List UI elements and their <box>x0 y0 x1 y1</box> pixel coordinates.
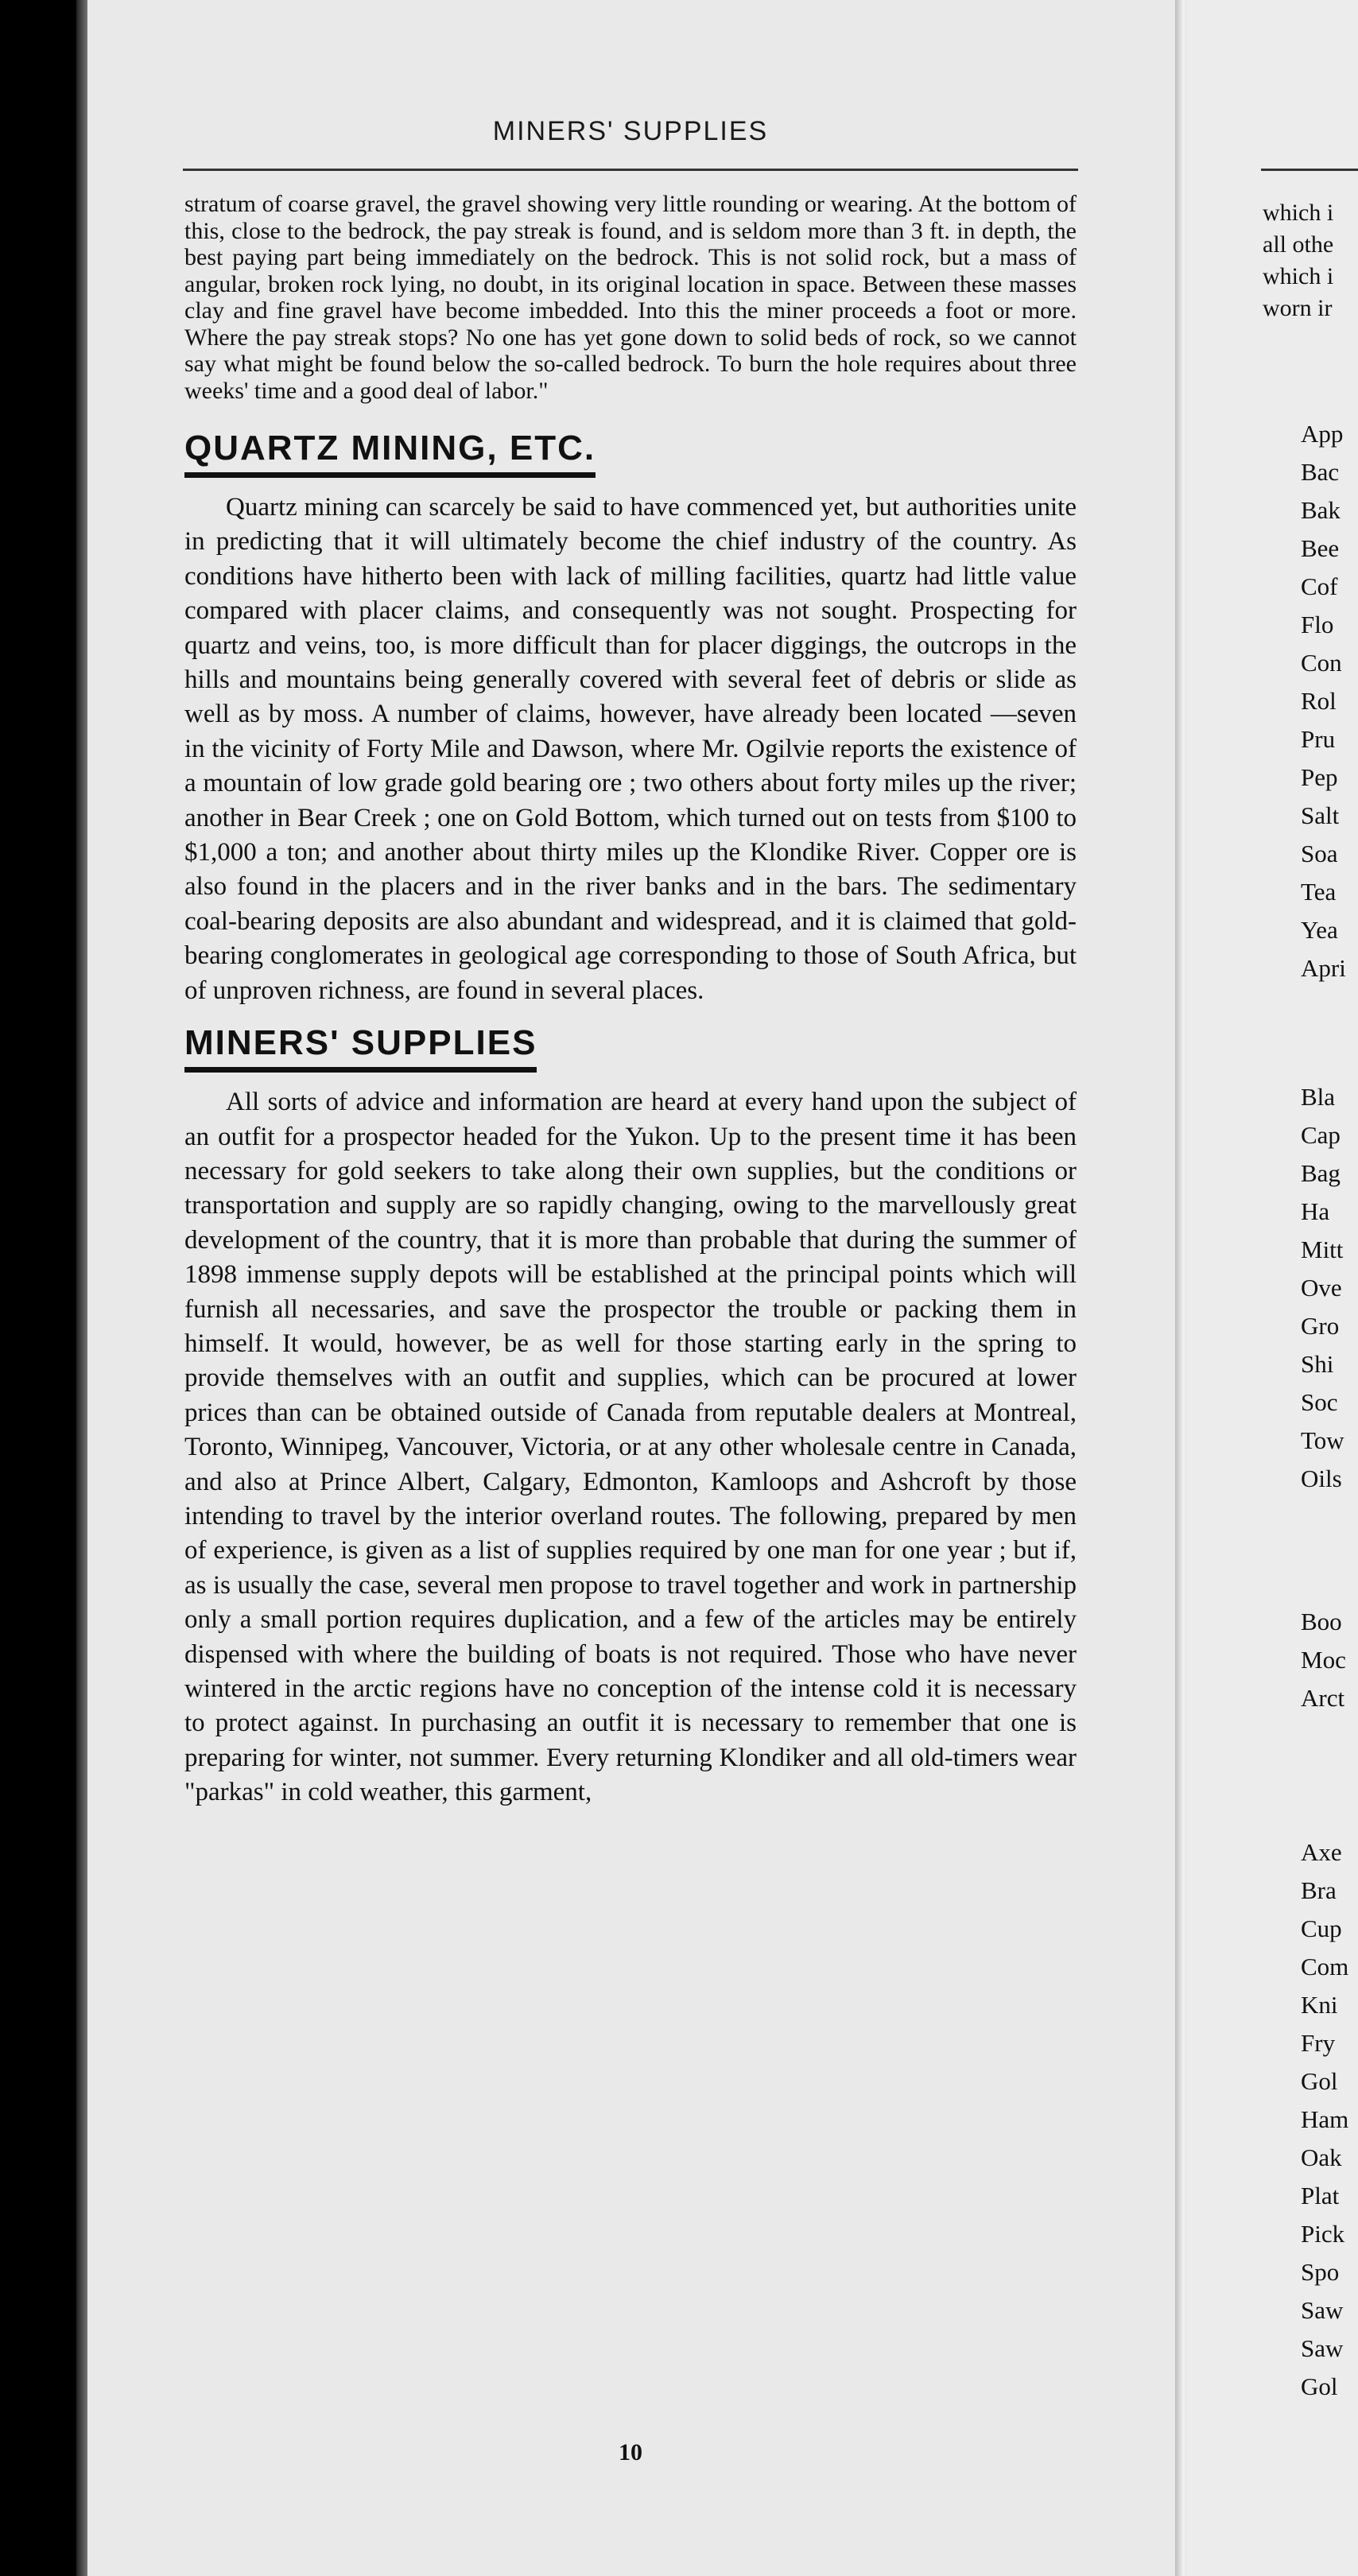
tools-list <box>1301 1833 1358 2406</box>
list-item: Boo <box>1301 1608 1342 1635</box>
list-item: Pick <box>1301 2220 1345 2248</box>
footwear-list <box>1301 1603 1358 1717</box>
header-rule <box>183 169 1078 171</box>
list-item: Bee <box>1301 534 1340 562</box>
clothing-list <box>1301 1078 1358 1498</box>
list-item: Bak <box>1301 496 1341 524</box>
list-item: Gol <box>1301 2372 1338 2400</box>
list-item: Cap <box>1301 1121 1341 1149</box>
heading-miners-supplies: MINERS' SUPPLIES <box>184 1022 537 1073</box>
list-item: Rol <box>1301 687 1337 715</box>
list-item: Cup <box>1301 1915 1342 1942</box>
list-item: Pep <box>1301 763 1338 791</box>
list-item: Soc <box>1301 1388 1338 1416</box>
list-item: Gol <box>1301 2067 1338 2095</box>
right-intro-text <box>1263 197 1358 324</box>
list-item: Bac <box>1301 458 1340 486</box>
running-head: MINERS' SUPPLIES <box>492 116 769 146</box>
list-item: Flo <box>1301 611 1334 638</box>
list-item: Bla <box>1301 1083 1336 1111</box>
list-item: Plat <box>1301 2182 1340 2209</box>
left-column <box>184 191 1077 1820</box>
list-item: Kni <box>1301 1991 1338 2019</box>
page-number: 10 <box>619 2439 642 2465</box>
list-item: Arct <box>1301 1684 1345 1712</box>
list-item: Ha <box>1301 1197 1330 1225</box>
list-item: Oils <box>1301 1465 1342 1492</box>
list-item: Oak <box>1301 2143 1342 2171</box>
quote-paragraph: stratum of coarse gravel, the gravel showing very little rounding or wearing. At the bottom of this, close to the bedrock, the pay streak is found, and is seldom more than 3 ft. in depth, the best paying part being immediately on the bedrock. This is not solid rock, but a mass of angular, broken rock lying, no doubt, in its original location in space. Between these masses clay and fine gravel have become imbedded. Into this the miner proceeds a foot or more. Where the pay streak stops? No one has yet gone down to solid beds of rock, so we cannot say what might be found below the so-called bedrock. To burn the hole requires about three weeks' time and a good deal of labor." <box>184 191 1077 404</box>
list-item: Salt <box>1301 801 1340 829</box>
list-item: Apri <box>1301 954 1346 982</box>
list-item: Spo <box>1301 2258 1340 2286</box>
list-item: Con <box>1301 649 1342 677</box>
list-item: Bag <box>1301 1159 1341 1187</box>
list-item: Com <box>1301 1953 1349 1980</box>
list-item: Soa <box>1301 840 1338 867</box>
list-item: Saw <box>1301 2334 1344 2362</box>
list-item: Yea <box>1301 916 1338 944</box>
quartz-paragraph: Quartz mining can scarcely be said to have commenced yet, but authorities unite in predicting that it will ultimately become the chief industry of the country. As conditions have hitherto been with lack of milling facilities, quartz had little value compared with placer claims, and consequently was not sought. Prospecting for quartz and veins, too, is more difficult than for placer diggings, the outcrops in the hills and mountains being generally covered with several feet of debris or slide as well as by moss. A number of claims, however, have already been located —seven in the vicinity of Forty Mile and Dawson, where Mr. Ogilvie reports the existence of a mountain of low grade gold bearing ore ; two others about forty miles up the river; another in Bear Creek ; one on Gold Bottom, which turned out on tests from $100 to $1,000 a ton; and another about thirty miles up the Klondike River. Copper ore is also found in the placers and in the river banks and in the bars. The sedimentary coal-bearing deposits are also abundant and widespread, and it is claimed that gold-bearing conglomerates in geological age corresponding to those of South Africa, but of unproven richness, are found in several places. <box>184 493 1077 1005</box>
right-intro-line: which i <box>1263 263 1334 289</box>
list-item: Fry <box>1301 2029 1336 2057</box>
list-item: Shi <box>1301 1350 1334 1378</box>
right-intro-line: all othe <box>1263 231 1334 258</box>
list-item: Cof <box>1301 572 1338 600</box>
list-item: Saw <box>1301 2296 1344 2324</box>
heading-quartz-mining: QUARTZ MINING, ETC. <box>184 428 596 478</box>
list-item: Mitt <box>1301 1236 1344 1263</box>
list-item: Tow <box>1301 1426 1344 1454</box>
list-item: App <box>1301 420 1344 448</box>
list-item: Gro <box>1301 1312 1340 1340</box>
provisions-list <box>1301 415 1358 987</box>
right-intro-line: which i <box>1263 200 1334 226</box>
list-item: Tea <box>1301 878 1337 906</box>
list-item: Ove <box>1301 1274 1342 1302</box>
list-item: Pru <box>1301 725 1336 753</box>
list-item: Ham <box>1301 2105 1349 2133</box>
right-header-rule <box>1261 169 1358 171</box>
list-item: Axe <box>1301 1838 1342 1866</box>
right-intro-line: worn ir <box>1263 295 1333 321</box>
list-item: Bra <box>1301 1876 1337 1904</box>
list-item: Moc <box>1301 1646 1346 1674</box>
supplies-paragraph: All sorts of advice and information are heard at every hand upon the subject of an outfit for a prospector headed for the Yukon. Up to the present time it has been necessary for gold seekers to take along their own supplies, but the conditions or transportation and supply are so rapidly changing, owing to the marvellously great development of the country, that it is more than probable that during the summer of 1898 immense supply depots will be established at the principal points which will furnish all necessaries, and save the prospector the trouble or packing them in himself. It would, however, be as well for those starting early in the spring to provide themselves with an outfit and supplies, which can be procured at lower prices than can be obtained outside of Canada from reputable dealers at Montreal, Toronto, Winnipeg, Vancouver, Victoria, or at any other wholesale centre in Canada, and also at Prince Albert, Calgary, Edmonton, Kamloops and Ashcroft by those intending to travel by the interior overland routes. The following, prepared by men of experience, is given as a list of supplies required by one man for one year ; but if, as is usually the case, several men propose to travel together and work in partnership only a small portion requires duplication, and a few of the articles may be entirely dispensed with where the building of boats is not required. Those who have never wintered in the arctic regions have no conception of the intense cold it is necessary to protect against. In purchasing an outfit it is necessary to remember that one is preparing for winter, not summer. Every returning Klondiker and all old-timers wear "parkas" in cold weather, this garment, <box>184 1088 1077 1807</box>
